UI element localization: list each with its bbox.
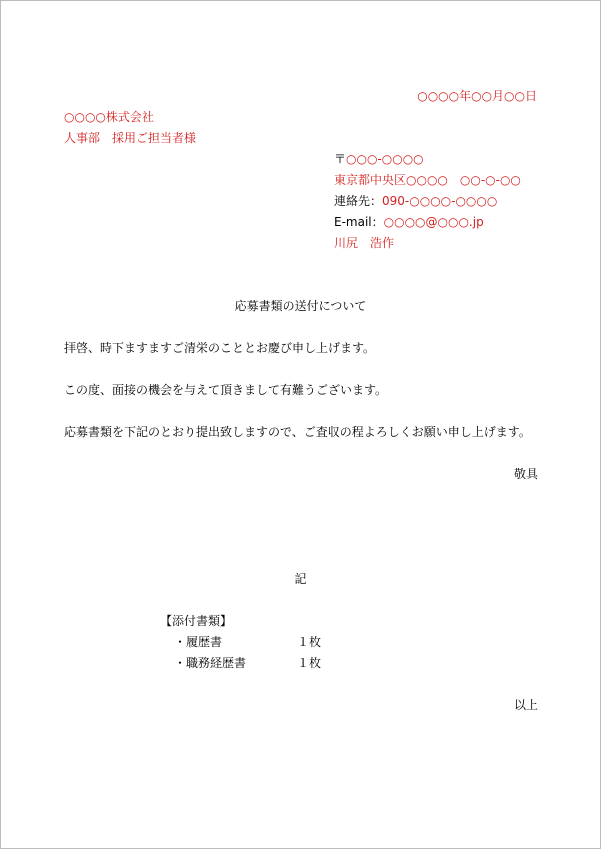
paragraph-submission: 応募書類を下記のとおり提出致しますので、ご査収の程よろしくお願い申し上げます。: [64, 425, 531, 439]
sender-address: 東京都中央区○○○○ ○○-○-○○: [334, 173, 521, 187]
attachment-item-quantity: １枚: [297, 656, 322, 670]
letter-subject: 応募書類の送付について: [234, 299, 367, 313]
letter-date: ○○○○年○○月○○日: [417, 89, 537, 103]
postal-code: ○○○-○○○○: [346, 152, 424, 166]
attachments-heading: 【添付書類】: [160, 614, 233, 628]
ki-heading: 記: [294, 572, 307, 586]
attachment-item-quantity: １枚: [297, 635, 322, 649]
attachment-item-name: ・職務経歴書: [174, 656, 247, 670]
phone-value: 090-○○○○-○○○○: [382, 194, 498, 208]
email-value: ○○○○@○○○.jp: [383, 215, 484, 229]
phone-label: 連絡先：: [334, 194, 383, 208]
sender-name: 川尻 浩作: [334, 236, 395, 250]
recipient-company: ○○○○株式会社: [64, 110, 154, 124]
sender-postal: [334, 151, 424, 167]
email-label: E-mail：: [334, 215, 384, 229]
attachment-item-name: ・履歴書: [174, 635, 223, 649]
paragraph-greeting: 拝啓、時下ますますご清栄のこととお慶び申し上げます。: [64, 341, 376, 355]
closing-keigu: 敬具: [513, 467, 538, 481]
sender-phone: [334, 193, 497, 209]
recipient-department: 人事部 採用ご担当者様: [64, 131, 197, 145]
end-ijou: 以上: [513, 698, 538, 712]
paragraph-thanks: この度、面接の機会を与えて頂きまして有難うございます。: [64, 383, 388, 397]
postal-mark: 〒: [334, 152, 347, 166]
sender-email: [334, 214, 484, 230]
